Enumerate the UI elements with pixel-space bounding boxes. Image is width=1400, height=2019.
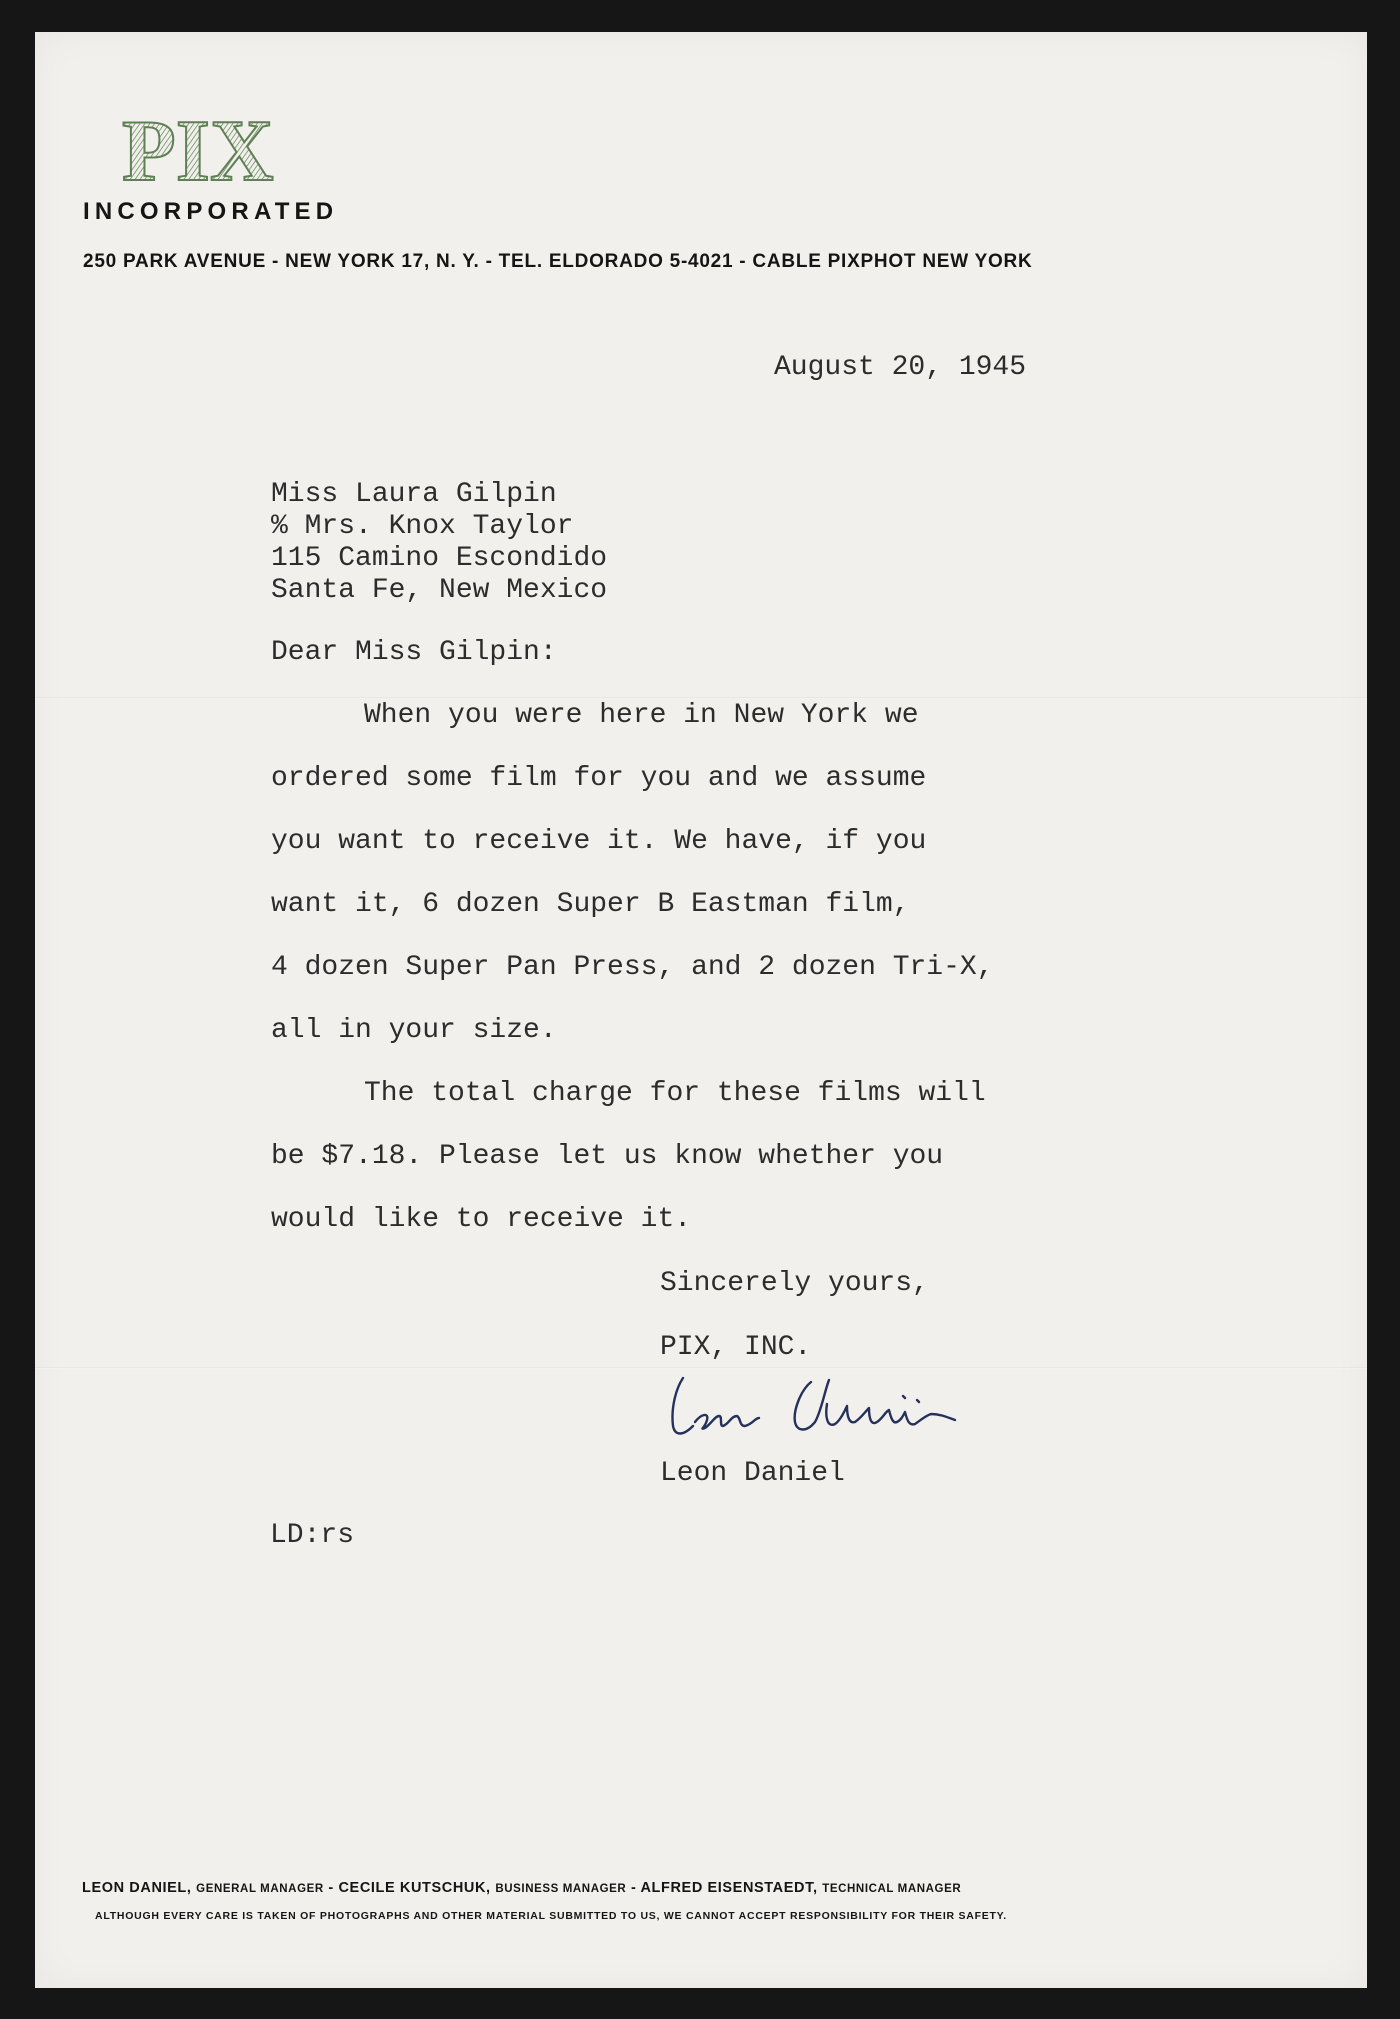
recipient-line: Santa Fe, New Mexico: [271, 575, 608, 606]
recipient-line: % Mrs. Knox Taylor: [271, 511, 574, 542]
reference-initials: LD:rs: [270, 1520, 355, 1551]
footer-disclaimer: ALTHOUGH EVERY CARE IS TAKEN OF PHOTOGRAPHS AND OTHER MATERIAL SUBMITTED TO US, WE CANNOT ACCEPT RESPONSIBILITY FOR THEIR SAFETY.: [95, 1910, 1007, 1922]
body-line: 4 dozen Super Pan Press, and 2 dozen Tri-X,: [271, 952, 994, 983]
letter-date: August 20, 1945: [774, 352, 1027, 383]
body-line: ordered some film for you and we assume: [271, 763, 927, 794]
footer-staff: LEON DANIEL, GENERAL MANAGER - CECILE KUTSCHUK, BUSINESS MANAGER - ALFRED EISENSTAEDT, TECHNICAL MANAGER: [82, 1880, 962, 1896]
staff-title: TECHNICAL MANAGER: [822, 1883, 962, 1895]
salutation: Dear Miss Gilpin:: [271, 637, 557, 668]
company-subtitle: INCORPORATED: [83, 198, 339, 225]
signer-name: Leon Daniel: [660, 1458, 845, 1489]
staff-name: ALFRED EISENSTAEDT,: [640, 1880, 818, 1896]
body-line: all in your size.: [271, 1015, 557, 1046]
body-line: When you were here in New York we: [364, 700, 919, 731]
staff-title: BUSINESS MANAGER: [495, 1883, 627, 1895]
letterhead-address: 250 PARK AVENUE - NEW YORK 17, N. Y. - TEL. ELDORADO 5-4021 - CABLE PIXPHOT NEW YORK: [83, 251, 1033, 272]
recipient-line: 115 Camino Escondido: [271, 543, 608, 574]
staff-name: CECILE KUTSCHUK,: [338, 1880, 491, 1896]
body-line: The total charge for these films will: [364, 1078, 986, 1109]
letter-page: [35, 32, 1367, 1988]
recipient-line: Miss Laura Gilpin: [271, 479, 557, 510]
handwritten-signature: [645, 1360, 985, 1450]
company-signoff: PIX, INC.: [660, 1332, 812, 1363]
body-line: want it, 6 dozen Super B Eastman film,: [271, 889, 910, 920]
logo-text: PIX: [122, 108, 274, 190]
pix-logo: [82, 108, 402, 190]
closing: Sincerely yours,: [660, 1268, 929, 1299]
staff-title: GENERAL MANAGER: [196, 1883, 324, 1895]
body-line: would like to receive it.: [271, 1204, 692, 1235]
fold-line-top: [35, 697, 1367, 699]
staff-name: LEON DANIEL,: [82, 1880, 192, 1896]
body-line: be $7.18. Please let us know whether you: [271, 1141, 944, 1172]
body-line: you want to receive it. We have, if you: [271, 826, 927, 857]
